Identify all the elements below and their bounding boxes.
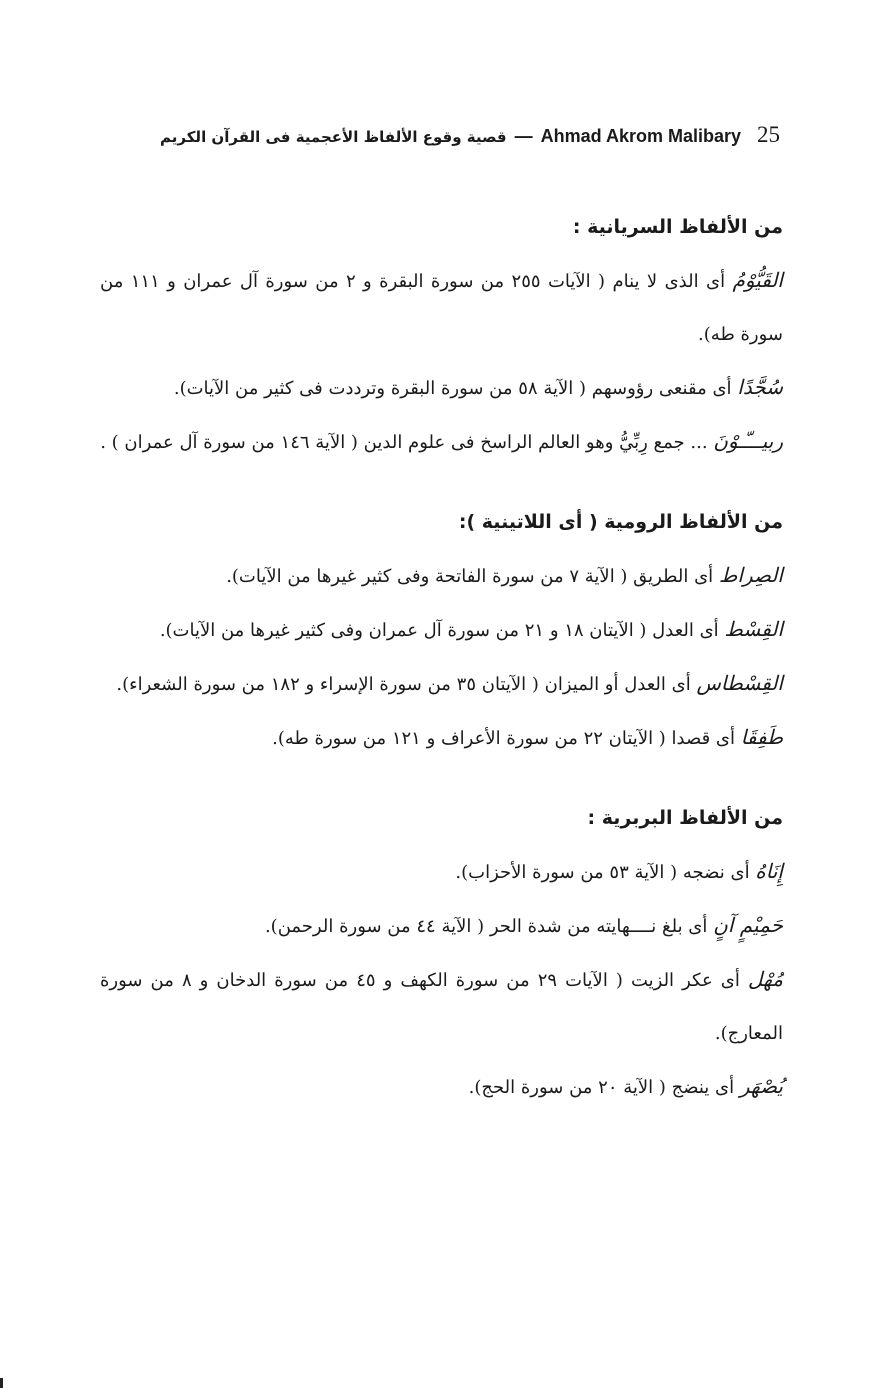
entry-gloss: أى ينضج ( الآية ٢٠ من سورة الحج). [468,1077,740,1098]
entry-item [100,603,783,657]
section-berber [100,791,783,1114]
section-heading: من الألفاظ السريانية : [572,216,783,238]
entry-term: القِسْط [724,617,783,641]
entry-gloss: ... جمع رِبِّيُّ وهو العالم الراسخ فى علوم الدين ( الآية ١٤٦ من سورة آل عمران ) . [100,432,714,453]
entry-item [100,657,783,711]
entry-gloss: أى الذى لا ينام ( الآيات ٢٥٥ من سورة البقرة و ٢ من سورة آل عمران و ١١١ من سورة طه). [100,271,783,345]
running-header [159,122,780,158]
section-heading: من الألفاظ الرومية ( أى اللاتينية ): [458,511,783,533]
entry-term: سُجَّدًا [737,375,783,399]
body-text [100,200,783,1140]
header-author: Ahmad Akrom Malibary [540,126,741,146]
entry-gloss: أى بلغ نــــهايته من شدة الحر ( الآية ٤٤ من سورة الرحمن). [264,916,714,937]
entry-term: إِنَاهُ [755,859,783,883]
entry-item [100,549,783,603]
entry-term: يُصْهَر [739,1074,783,1098]
scan-edge-mark [0,1378,9,1388]
entry-gloss: أى مقنعى رؤوسهم ( الآية ٥٨ من سورة البقرة وترددت فى كثير من الآيات). [173,378,738,399]
entry-gloss: أى العدل ( الآيتان ١٨ و ٢١ من سورة آل عمران وفى كثير غيرها من الآيات). [159,620,725,641]
entry-term: طَفِقَا [740,725,783,749]
entry-term: القِسْطاس [696,671,783,695]
header-dash: — [514,126,533,146]
header-title: قصية وقوع الألفاظ الأعجمية فى القرآن الكريم [159,128,507,146]
entry-gloss: أى قصدا ( الآيتان ٢٢ من سورة الأعراف و ١٢١ من سورة طه). [272,728,741,749]
entry-term: القَيُّوْمُ [732,268,783,292]
entry-item [100,361,783,415]
section-syriac [100,200,783,469]
page-number: 25 [757,122,780,147]
entry-gloss: أى الطريق ( الآية ٧ من سورة الفاتحة وفى كثير غيرها من الآيات). [226,566,719,587]
section-roman [100,495,783,765]
section-heading: من الألفاظ البربرية : [587,807,783,829]
entry-term: ربيـــّـوْنَ [713,429,783,453]
entry-term: حَمِيْمٍ آنٍ [713,913,783,937]
entry-gloss: أى نضجه ( الآية ٥٣ من سورة الأحزاب). [455,862,756,883]
entry-item [100,254,783,361]
entry-gloss: أى عكر الزيت ( الآيات ٢٩ من سورة الكهف و ٤٥ من سورة الدخان و ٨ من سورة المعارج). [100,970,783,1044]
entry-term: مُهْل [747,967,783,991]
entry-item [100,1060,783,1114]
entry-gloss: أى العدل أو الميزان ( الآيتان ٣٥ من سورة الإسراء و ١٨٢ من سورة الشعراء). [116,674,697,695]
entry-item [100,953,783,1060]
entry-item [100,415,783,469]
entry-item [100,845,783,899]
entry-item [100,711,783,765]
entry-item [100,899,783,953]
entry-term: الصِراط [718,563,783,587]
